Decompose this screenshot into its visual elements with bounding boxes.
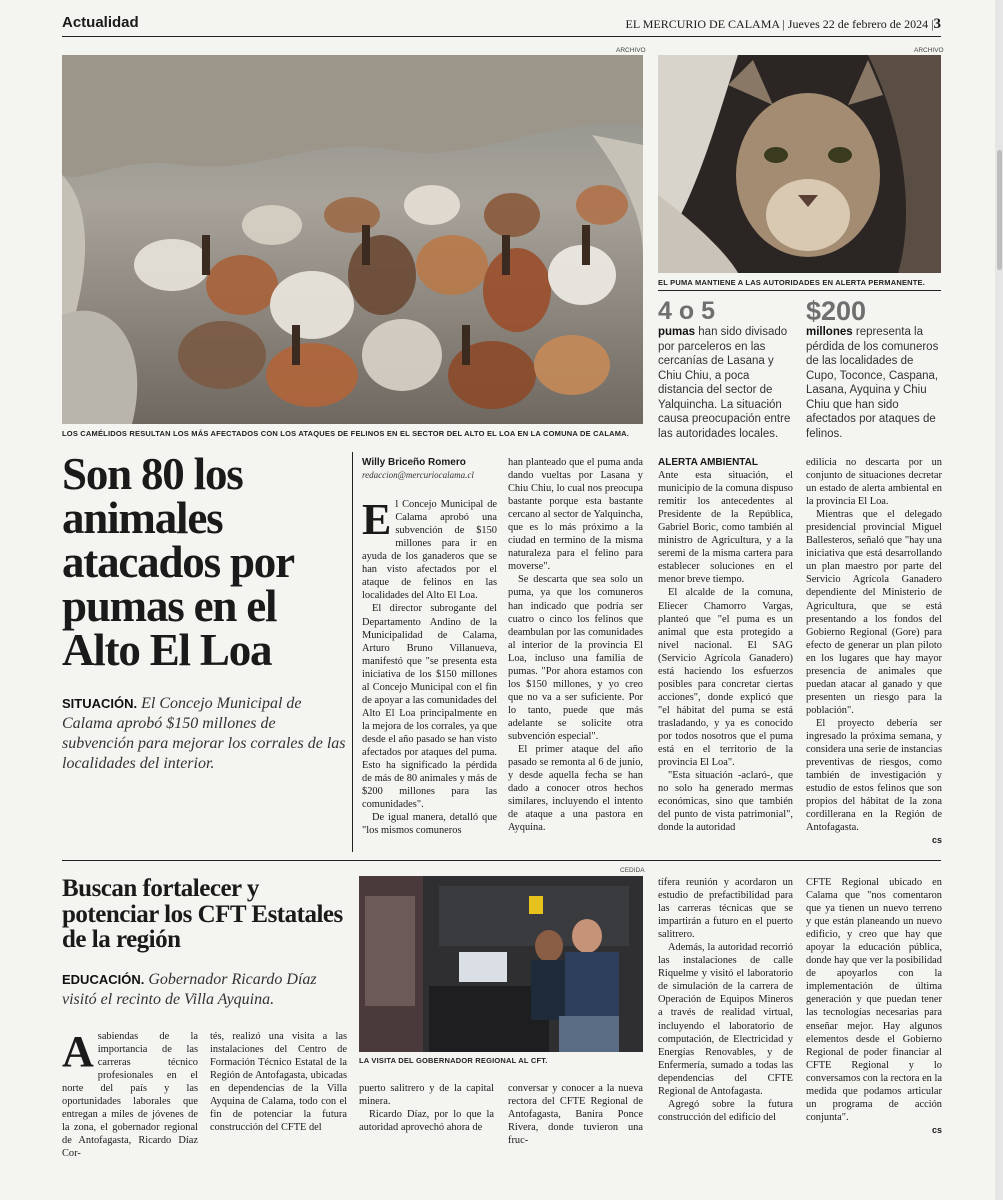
article2-col5: tífera reunión y acordaron un estudio de prefactibilidad para las carreras técnicas que se impartirán a futuro en el puerto salitrero. Además, la autoridad recorrió las instalaciones de calle Riquelme y visitó el laboratorio de simulación de la carrera de Operación de Equipos Mineros a través de realidad virtual, incluyendo el laboratorio de computación, de Electricidad y Energías Renovables, y de Enfermería, sumado a todas las dependencias del CFTE Regional de Antofagasta. Agregó sobre la futura construcción del edificio del xyxy=(658,877,793,1123)
dropcap: A xyxy=(62,1027,94,1076)
dropcap: E xyxy=(362,495,392,545)
article2-col6: CFTE Regional ubicado en Calama que "nos comentaron que ya tienen un nuevo terreno y que están planeando un nuevo edificio, y creo que hay que apoyar la educación pública, donde hay que ver la posibilidad de apoyarlos con la implementación de última generación y que puedan tener las tecnologías necesarias para enseñar mejor. Hay algunos elementos desde el Gobierno Regional de poder financiar al CFTE Regional y lo conversamos con la rectora en la medida que podamos articular un programa de acción conjunta". cs xyxy=(806,876,942,1137)
puma-photo-caption: EL PUMA MANTIENE A LAS AUTORIDADES EN ALERTA PERMANENTE. xyxy=(658,278,926,287)
paper-name: EL MERCURIO DE CALAMA xyxy=(625,17,780,31)
stats-rule xyxy=(658,290,941,291)
article2-lead: EDUCACIÓN. Gobernador Ricardo Díaz visitó el recinto de Villa Ayquina. xyxy=(62,971,317,1008)
stat-pumas xyxy=(658,297,796,441)
article1-headline: Son 80 los animales atacados por pumas en el Alto El Loa xyxy=(62,449,294,675)
stat-description: millones representa la pérdida de los comuneros de las localidades de Cupo, Toconce, Caspana, Lasana, Ayquina y Chiu Chiu que han sido afectados por ataques de felinos. xyxy=(806,326,939,440)
cft-photo-credit: CEDIDA xyxy=(620,867,645,874)
cft-photo-caption: LA VISITA DEL GOBERNADOR REGIONAL AL CFT. xyxy=(359,1056,548,1065)
article1-col4: edilicia no descarta por un conjunto de situaciones decretar un estado de alerta ambiental en la provincia El Loa. Mientras que el delegado presidencial provincial Miguel Ballesteros, señaló que "hay una iniciativa que está desarrollando un plan maestro por parte del Servicio Agrícola Ganadero dependiente del Ministerio de Agricultura, que se está presentando a los fondos del Gobierno Regional (Gore) para efecto de generar un plan piloto en los lugares que hay mayor presencia de animales que puedan atacar al ganado y que presenten un riesgo para la población". El proyecto debería ser ingresado la próxima semana, y considera una serie de instancias preventivas de riesgos, como también de investigación y estudio de estos felinos que son propios del hábitat de la zona cordillerana en la Región de Antofagasta. cs xyxy=(806,456,942,847)
stat-number: $200 xyxy=(806,296,867,326)
lead-label: EDUCACIÓN. xyxy=(62,972,145,987)
article1-lead: SITUACIÓN. El Concejo Municipal de Calama aprobó $150 millones de subvención para mejorar los corrales de las localidades del interior. xyxy=(62,695,346,772)
masthead: EL MERCURIO DE CALAMA | Jueves 22 de febrero de 2024 |3 xyxy=(625,16,941,32)
article2-headline: Buscan fortalecer y potenciar los CFT Estatales de la región xyxy=(62,875,343,953)
end-mark: cs xyxy=(931,1124,942,1135)
author: Willy Briceño Romero xyxy=(362,457,466,468)
section-rule xyxy=(62,860,941,861)
page-number: 3 xyxy=(933,16,941,32)
article2-col3: puerto salitrero y de la capital minera. Ricardo Díaz, por lo que la autoridad aprovechó ahora de xyxy=(359,1083,494,1134)
article1-col1: Willy Briceño Romero redaccion@mercuriocalama.cl El Concejo Municipal de Calama aprobó una subvención de $150 millones para ir en ayuda de los ganaderos que se han visto afectados por el ataque de felinos en las localidades del Alto El Loa. El director subrogante del Departamento Andino de la Municipalidad de Calama, Arturo Bruno Villanueva, manifestó que "se presenta esta iniciativa de los $150 millones al Concejo Municipal con el fin de apoyar a las comunidades del Alto El Loa principalmente en la mejora de los corrales, ya que desde el año pasado se han visto afectados por ataques del puma. Esto ha significado la pérdida de más de 80 animales y más de $200 millones para las comunidades". De igual manera, detalló que "los mismos comuneros xyxy=(362,457,497,837)
stat-description: pumas han sido divisado por parceleros en las cercanías de Lasana y Chiu Chiu, a poca distancia del sector de Yalquincha. La situación causa preocupación entre las autoridades locales. xyxy=(658,326,791,440)
article2-col4: conversar y conocer a la nueva rectora del CFTE Regional de Antofagasta, Banira Ponce Rivera, donde tuvieron una fruc- xyxy=(508,1083,643,1147)
llamas-photo-caption: LOS CAMÉLIDOS RESULTAN LOS MÁS AFECTADOS CON LOS ATAQUES DE FELINOS EN EL SECTOR DEL ALTO EL LOA EN LA COMUNA DE CALAMA. xyxy=(62,429,630,438)
column-divider xyxy=(352,452,353,852)
article1-col3: ALERTA AMBIENTAL Ante esta situación, el municipio de la comuna dispuso remitir los antecedentes al Presidente de la República, Gabriel Boric, como también al ministro de Agricultura, y a la seremi de la misma cartera para establecer soluciones en el menor breve tiempo. El alcalde de la comuna, Eliecer Chamorro Vargas, planteó que "el puma es un animal que esta protegido a nivel nacional. El SAG (Servicio Agrícola Ganadero) está haciendo los esfuerzos posibles para concretar ciertas acciones", donde explicó que "el hábitat del puma se está trasladando, y ya es conocido por todos nosotros que el puma está en el territorio de la provincia El Loa". "Esta situación -aclaró-, que no solo ha generado mermas económicas, sino que también del punto de vista patrimonial", donde la autoridad xyxy=(658,457,793,834)
scrollbar-thumb[interactable] xyxy=(997,150,1002,270)
lead-label: SITUACIÓN. xyxy=(62,696,138,711)
article1-col2: han planteado que el puma anda dando vueltas por Lasana y Chiu Chiu, lo cual nos preocupa bastante porque esta bastante cercano al sector de Yalquincha, que es lo más próximo a la ciudad en termino de la misma naturaleza para el felino para moverse". Se descarta que sea solo un puma, ya que los comuneros han indicado que podría ser cuatro o cinco los felinos que deambulan por las comunidades al interior de la provincia El Loa, incluso una familia de pumas. "Por ahora estamos con los $150 millones, y yo creo que no va a ser suficiente. Por lo tanto, puede que más adelante se solicite otra subvención especial". El primer ataque del año pasado se remonta al 6 de junio, y desde aquella fecha se han dado a conocer otros hechos similares, incluyendo el intento de ataque a una pastora en Ayquina. xyxy=(508,457,643,834)
cft-illustration xyxy=(359,876,643,1052)
end-mark: cs xyxy=(931,835,942,846)
subhead-alerta: ALERTA AMBIENTAL xyxy=(658,457,758,468)
header-rule xyxy=(62,36,941,37)
section-label: Actualidad xyxy=(62,14,139,31)
llamas-photo-credit: ARCHIVO xyxy=(616,47,646,54)
cft-photo xyxy=(359,876,643,1052)
article2-col2: tés, realizó una visita a las instalaciones del Centro de Formación Técnico Estatal de la Región de Antofagasta, ubicadas en dependencias de la Villa Ayquina de Calama, todo con el fin de potenciar la futura construcción del CFTE del xyxy=(210,1031,347,1134)
article2-col1: Asabiendas de la importancia de las carreras técnico profesionales en el norte del país y las oportunidades laborales que entregan a miles de jóvenes de la zona, el gobernador regional de Antofagasta, Ricardo Díaz Cor- xyxy=(62,1027,198,1160)
issue-date: Jueves 22 de febrero de 2024 xyxy=(787,17,929,31)
author-email: redaccion@mercuriocalama.cl xyxy=(362,470,474,481)
puma-photo-credit: ARCHIVO xyxy=(914,47,944,54)
stat-millions xyxy=(806,297,942,441)
puma-illustration xyxy=(658,55,941,273)
stat-number: 4 o 5 xyxy=(658,297,715,325)
llamas-photo xyxy=(62,55,643,424)
llamas-illustration xyxy=(62,55,643,424)
puma-photo xyxy=(658,55,941,273)
